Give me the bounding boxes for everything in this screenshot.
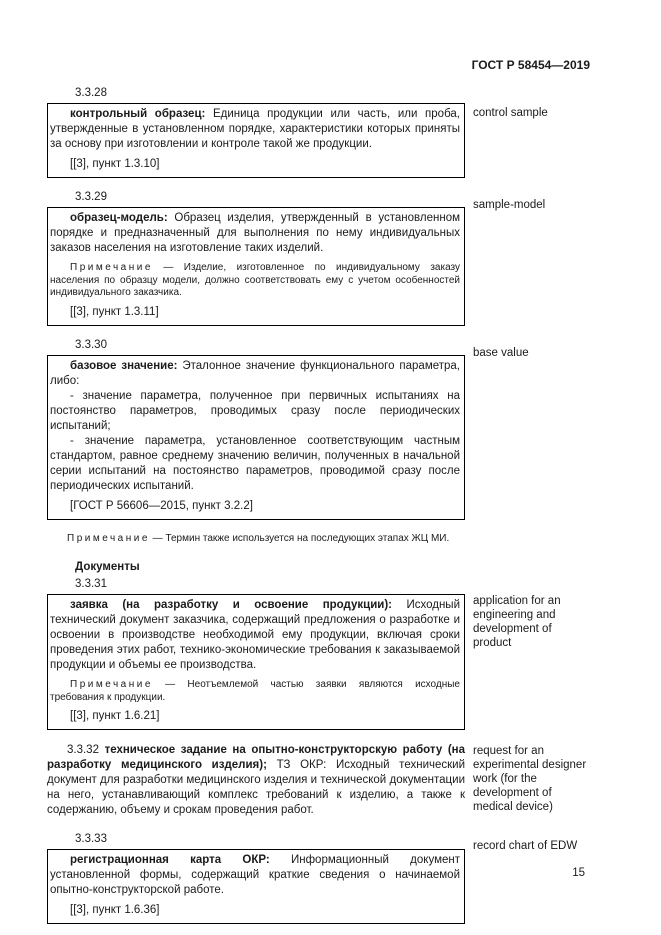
section-3-3-28 bbox=[47, 86, 590, 178]
term-box bbox=[47, 849, 465, 924]
section-3-3-32 bbox=[47, 743, 590, 818]
section-number: 3.3.33 bbox=[75, 833, 107, 845]
note bbox=[50, 679, 460, 704]
page-header-standard-number: ГОСТ Р 58454—2019 bbox=[471, 58, 590, 72]
term-box bbox=[47, 355, 465, 520]
section-number: 3.3.32 bbox=[67, 744, 99, 756]
section-main-column bbox=[47, 178, 465, 326]
note-label: Примечание bbox=[67, 532, 150, 544]
section-3-3-33 bbox=[47, 818, 590, 924]
section-number: 3.3.31 bbox=[75, 578, 107, 590]
term-definition bbox=[50, 359, 460, 389]
definition-list-item: - значение параметра, полученное при первичных испытаниях на постоянство параметров, проводимых сразу после периодических испытаний; bbox=[50, 389, 460, 432]
citation: [ГОСТ Р 56606—2015, пункт 3.2.2] bbox=[70, 499, 253, 512]
definition-text: Единица продукции или часть, или проба, утвержденные в установленном порядке, характеристики которых приняты за основу при изготовлении и контроле такой же продукции. bbox=[50, 108, 460, 150]
term-definition bbox=[47, 743, 465, 818]
term-box bbox=[47, 594, 465, 730]
section-3-3-29 bbox=[47, 178, 590, 326]
citation: [[3], пункт 1.3.10] bbox=[70, 158, 160, 170]
term: образец-модель: bbox=[70, 212, 168, 224]
term-definition bbox=[50, 598, 460, 673]
section-3-3-31 bbox=[47, 574, 590, 730]
section-number: 3.3.28 bbox=[75, 87, 107, 99]
note bbox=[47, 533, 465, 546]
term: техническое задание на опытно-конструкторскую работу (на разработку медицинского изделия); bbox=[47, 744, 465, 771]
note-label: Примечание bbox=[70, 679, 153, 690]
term: регистрационная карта ОКР: bbox=[70, 854, 270, 866]
section-number: 3.3.30 bbox=[75, 338, 107, 351]
definition-text: ТЗ ОКР: Исходный технический документ для разработки медицинского изделия и технической документации на него, устанавливающий комплекс требований к изделию, а также к содержанию, объему и срокам проведения работ. bbox=[47, 759, 466, 816]
note-text: — Термин также используется на последующих этапах ЖЦ МИ. bbox=[149, 532, 450, 544]
definition-text: Образец изделия, утвержденный в установленном порядке и предназначенный для выполнения по нему индивидуальных заказов населения на изготовление таких изделий. bbox=[50, 212, 460, 254]
english-equivalent: record chart of EDW bbox=[473, 840, 578, 852]
term-box bbox=[47, 103, 465, 178]
term-definition bbox=[50, 853, 460, 898]
definition-list-item: - значение параметра, установленное соответствующим частным стандартом, равное среднему значению величин, полученных в начальной серии испытаний на постоянство параметров, проводимой сразу после периодических испытаний. bbox=[50, 434, 460, 492]
english-equivalent: application for an engineering and development of product bbox=[473, 595, 561, 649]
documents-heading: Документы bbox=[75, 561, 140, 573]
term-box bbox=[47, 207, 465, 326]
english-equivalent: sample-model bbox=[473, 199, 546, 211]
english-equivalent: request for an experimental designer work (for the development of medical device) bbox=[473, 745, 587, 813]
term-definition bbox=[50, 211, 460, 256]
citation: [[3], пункт 1.6.36] bbox=[70, 904, 160, 916]
definition-text: Эталонное значение функционального параметра, либо: bbox=[50, 359, 461, 387]
definition-text: Информационный документ установленной формы, содержащий краткие сведения о начинаемой опытно-конструкторской работе. bbox=[50, 854, 460, 896]
section-main-column bbox=[47, 818, 465, 924]
term: контрольный образец: bbox=[70, 108, 206, 120]
section-main-column bbox=[47, 743, 465, 818]
english-equivalent: control sample bbox=[473, 107, 548, 119]
note bbox=[50, 262, 460, 300]
english-equivalent: base value bbox=[473, 346, 529, 359]
definition-text: Исходный технический документ заказчика, содержащий предложения о разработке и освоении в производстве необходимой ему продукции, включая сроки проведения этих работ, технико-экономические требования к заказываемой продукции и объемы ее производства. bbox=[50, 599, 460, 671]
term-definition bbox=[50, 107, 460, 152]
section-main-column bbox=[47, 326, 465, 546]
section-number: 3.3.29 bbox=[75, 191, 107, 203]
note-text: — Изделие, изготовленное по индивидуальному заказу населения по образцу модели, должно соответствовать ему с учетом особенностей индивидуального заказчика. bbox=[50, 262, 460, 298]
citation: [[3], пункт 1.6.21] bbox=[70, 710, 160, 722]
section-main-column bbox=[47, 86, 465, 178]
note-label: Примечание bbox=[70, 262, 153, 273]
section-main-column bbox=[47, 574, 465, 730]
page-number: 15 bbox=[572, 867, 585, 879]
term: базовое значение: bbox=[70, 359, 178, 372]
note-text: — Неотъемлемой частью заявки являются исходные требования к продукции. bbox=[50, 679, 460, 703]
term: заявка (на разработку и освоение продукции): bbox=[70, 599, 393, 611]
section-3-3-30 bbox=[47, 326, 590, 546]
citation: [[3], пункт 1.3.11] bbox=[70, 305, 159, 318]
